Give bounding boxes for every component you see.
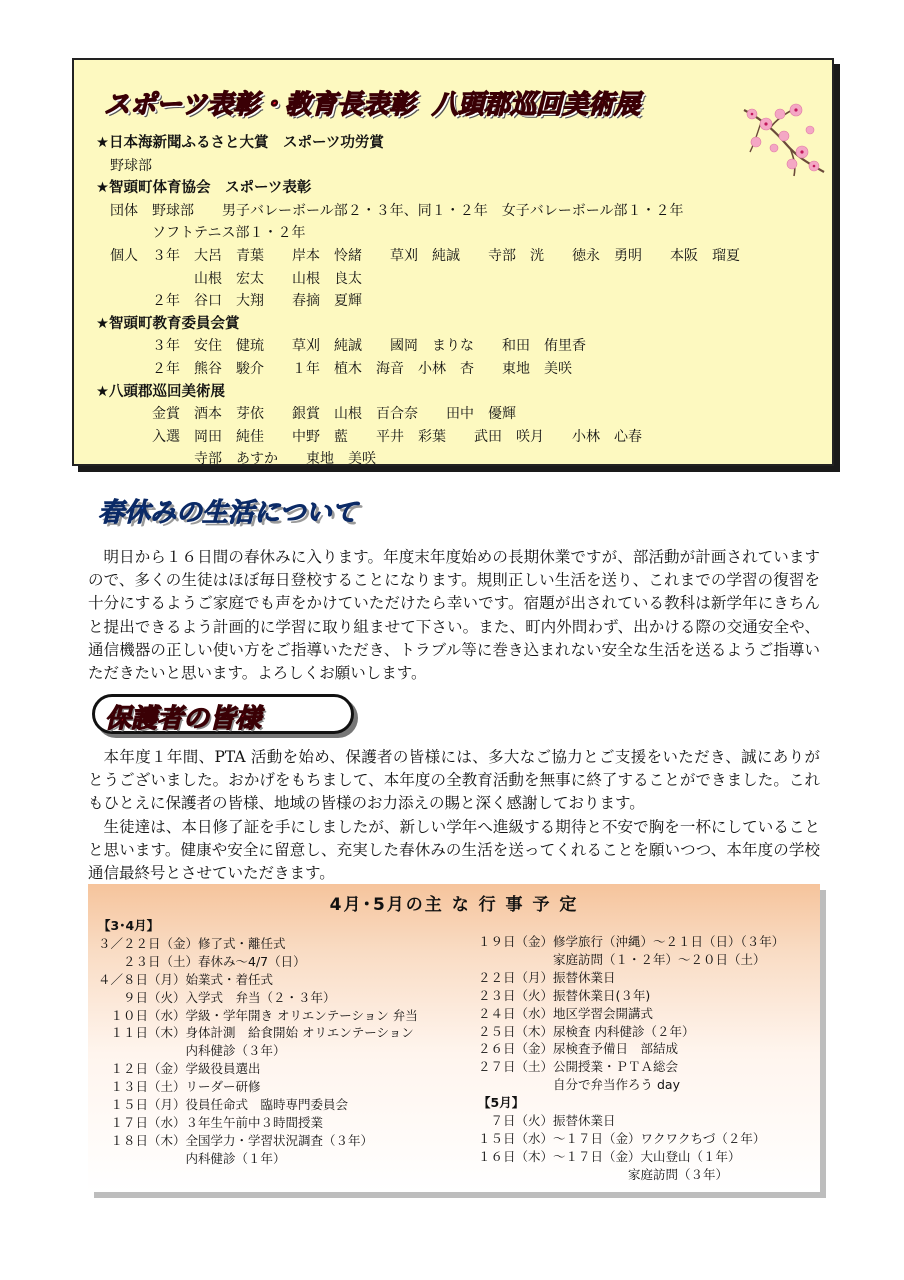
schedule-entry: ４／８日（月）始業式・着任式	[98, 971, 274, 987]
spring-break-title: 春休みの生活について	[98, 498, 358, 528]
schedule-entry: ７日（火）振替休業日	[478, 1113, 616, 1128]
schedule-entry: 内科健診（３年）	[98, 1043, 286, 1059]
schedule-entry: ２４日（水）地区学習会開講式	[478, 1005, 654, 1021]
schedule-entry: ２３日（火）振替休業日(３年)	[478, 987, 651, 1003]
parents-text	[88, 746, 820, 885]
schedule-entry: ２６日（金）尿検査予備日 部結成	[478, 1041, 679, 1057]
award-entry: 山根 宏太 山根 良太	[96, 270, 362, 287]
schedule-entry: ９日（火）入学式 弁当（２・３年）	[98, 989, 336, 1005]
awards-box	[72, 58, 834, 466]
award-entry: ソフトテニス部１・２年	[96, 225, 306, 242]
schedule-entry: 自分で弁当作ろう day	[478, 1077, 680, 1093]
award-entry: 個人 ３年 大呂 青葉 岸本 怜緒 草刈 純誠 寺部 洸 徳永 勇明 本阪 瑠夏	[96, 248, 740, 264]
plum-blossom-illustration	[740, 100, 826, 180]
schedule-entry: １３日（土）リーダー研修	[98, 1079, 261, 1095]
schedule-entry: ３／２２日（金）修了式・離任式	[98, 935, 286, 951]
event-schedule-box	[88, 884, 820, 1192]
parents-paragraph-1: 本年度１年間、PTA 活動を始め、保護者の皆様には、多大なご協力とご支援をいただき、誠にありがとうございました。おかげをもちまして、本年度の全教育活動を無事に終了することができました。これもひとえに保護者の皆様、地域の皆様のお力添えの賜と深く感謝しております。	[88, 748, 820, 813]
award-category-heading: ★智頭町体育協会 スポーツ表彰	[96, 180, 312, 197]
parents-paragraph-2: 生徒達は、本日修了証を手にしましたが、新しい学年へ進級する期待と不安で胸を一杯にしていることと思います。健康や安全に留意し、充実した春休みの生活を送ってくれることを願いつつ、本年度の学校通信最終号とさせていただきます。	[88, 817, 820, 883]
schedule-entry: １８日（木）全国学力・学習状況調査（３年）	[98, 1132, 374, 1148]
schedule-month-heading: 【3･4月】	[98, 918, 160, 933]
schedule-entry: １９日（金）修学旅行（沖縄）～２１日（日）（３年）	[478, 934, 785, 949]
parents-title-badge	[92, 694, 354, 734]
schedule-entry: １７日（水）３年生午前中３時間授業	[98, 1114, 324, 1130]
award-category-heading: ★智頭町教育委員会賞	[96, 315, 240, 332]
schedule-entry: １５日（水）～１７日（金）ワクワクちづ（２年）	[478, 1130, 766, 1146]
schedule-entry: 内科健診（１年）	[98, 1150, 286, 1166]
art-exhibition-banner: 八頭郡巡回美術展	[432, 90, 641, 120]
award-entry: ２年 谷口 大翔 春摘 夏輝	[96, 293, 362, 310]
award-entry: 入選 岡田 純佳 中野 藍 平井 彩葉 武田 咲月 小林 心春	[96, 428, 642, 445]
schedule-entry: １２日（金）学級役員選出	[98, 1061, 261, 1077]
award-category-heading: ★日本海新聞ふるさと大賞 スポーツ功労賞	[96, 135, 384, 151]
schedule-month-heading: 【5月】	[478, 1095, 525, 1111]
award-category-heading: ★八頭郡巡回美術展	[96, 383, 225, 400]
award-entry: 寺部 あすか 東地 美咲	[96, 451, 376, 468]
spring-break-text	[88, 546, 820, 685]
sports-award-banner: スポーツ表彰・教育長表彰	[104, 90, 415, 120]
award-entry: ３年 安住 健琉 草刈 純誠 國岡 まりな 和田 侑里香	[96, 338, 586, 355]
schedule-entry: ２３日（土）春休み～4/7（日）	[98, 953, 306, 969]
award-entry: 団体 野球部 男子バレーボール部２・３年、同１・２年 女子バレーボール部１・２年	[96, 202, 684, 219]
schedule-entry: １０日（水）学級・学年開き オリエンテーション 弁当	[98, 1007, 418, 1023]
schedule-entry: ２７日（土）公開授業・ＰＴＡ総会	[478, 1059, 679, 1075]
schedule-entry: 家庭訪問（３年）	[478, 1166, 729, 1182]
schedule-entry: 家庭訪問（１・２年）～２０日（土）	[478, 951, 766, 967]
schedule-entry: １５日（月）役員任命式 臨時専門委員会	[98, 1097, 349, 1112]
award-entry: 野球部	[96, 157, 152, 174]
spring-break-paragraph: 明日から１６日間の春休みに入ります。年度末年度始めの長期休業ですが、部活動が計画されていますので、多くの生徒はほぼ毎日登校することになります。規則正しい生活を送り、これまでの学習の復習を十分にするようご家庭でも声をかけていただけたら幸いです。宿題が出されている教科は新学年にきちんと提出できるよう計画的に学習に取り組ませて下さい。また、町内外問わず、出かける際の交通安全や、通信機器の正しい使い方をご指導いただき、トラブル等に巻き込まれない安全な生活を送るようご指導いただきたいと思います。よろしくお願いします。	[88, 548, 820, 683]
schedule-title: 4月･5月の主 な 行 事 予 定	[329, 895, 579, 915]
parents-title: 保護者の皆様	[105, 704, 262, 734]
schedule-entry: １１日（木）身体計測 給食開始 オリエンテーション	[98, 1025, 414, 1041]
schedule-entry: １６日（木）～１７日（金）大山登山（１年）	[478, 1148, 741, 1164]
award-entry: 金賞 酒本 芽依 銀賞 山根 百合奈 田中 優輝	[96, 406, 516, 423]
award-entry: ２年 熊谷 駿介 １年 植木 海音 小林 杏 東地 美咲	[96, 361, 572, 377]
schedule-entry: ２５日（木）尿検査 内科健診（２年）	[478, 1023, 695, 1039]
schedule-entry: ２２日（月）振替休業日	[478, 969, 616, 985]
